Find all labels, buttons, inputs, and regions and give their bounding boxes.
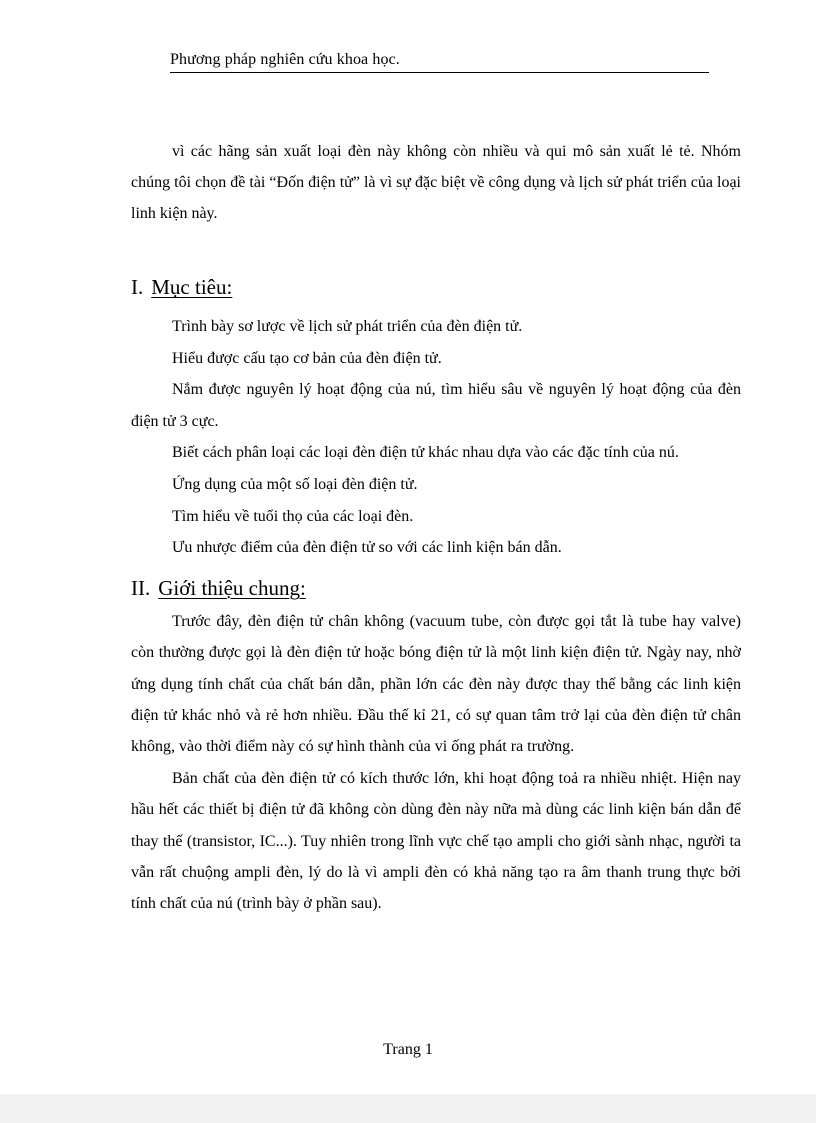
page-number: Trang 1 [383, 1041, 433, 1058]
section-title: Mục tiêu: [151, 275, 233, 299]
page-bottom-margin [0, 1094, 816, 1123]
running-header: Phương pháp nghiên cứu khoa học. [170, 51, 709, 73]
section-title: Giới thiệu chung: [158, 575, 306, 600]
objectives-list [131, 311, 741, 564]
section-number: II. [131, 575, 151, 600]
list-item: Nắm được nguyên lý hoạt động của nú, tìm hiểu sâu về nguyên lý hoạt động của đèn điện tử 3 cực. [131, 381, 741, 430]
section-heading-objectives [131, 271, 741, 303]
document-body [131, 136, 741, 920]
list-item: Ưu nhược điểm của đèn điện tử so với các linh kiện bán dẫn. [172, 539, 562, 557]
list-item: Biết cách phân loại các loại đèn điện tử khác nhau dựa vào các đặc tính của nú. [172, 444, 679, 462]
list-item: Tìm hiểu về tuổi thọ của các loại đèn. [172, 507, 414, 525]
intro-paragraph: vì các hãng sản xuất loại đèn này không còn nhiều và qui mô sản xuất lẻ tẻ. Nhóm chúng tôi chọn đề tài “Đốn điện tử” là vì sự đặc biệt về công dụng và lịch sử phát triển của loại linh kiện này. [131, 143, 741, 222]
section-number: I. [131, 275, 144, 299]
body-paragraph: Trước đây, đèn điện tử chân không (vacuum tube, còn được gọi tắt là tube hay valve) còn thường được gọi là đèn điện tử hoặc bóng điện tử là một linh kiện điện tử. Ngày nay, nhờ ứng dụng tính chất của chất bán dẫn, phần lớn các đèn này được thay thế bằng các linh kiện điện tử khác nhỏ và rẻ hơn nhiều. Đầu thế kỉ 21, có sự quan tâm trở lại của đèn điện tử chân không, vào thời điểm này có sự hình thành của vi ống phát ra trường. [131, 612, 741, 756]
body-paragraph: Bản chất của đèn điện tử có kích thước lớn, khi hoạt động toả ra nhiều nhiệt. Hiện nay hầu hết các thiết bị điện tử đã không còn dùng đèn này nữa mà dùng các linh kiện bán dẫn để thay thế (transistor, IC...). Tuy nhiên trong lĩnh vực chế tạo ampli cho giới sành nhạc, người ta vẫn rất chuộng ampli đèn, lý do là vì ampli đèn có khả năng tạo ra âm thanh trung thực bởi tính chất của nú (trình bày ở phần sau). [131, 769, 741, 913]
section-heading-introduction [131, 572, 741, 604]
list-item: Hiểu được cấu tạo cơ bản của đèn điện tử. [172, 349, 442, 367]
list-item: Ứng dụng của một số loại đèn điện tử. [172, 475, 418, 493]
list-item: Trình bày sơ lược về lịch sử phát triển của đèn điện tử. [172, 318, 523, 335]
